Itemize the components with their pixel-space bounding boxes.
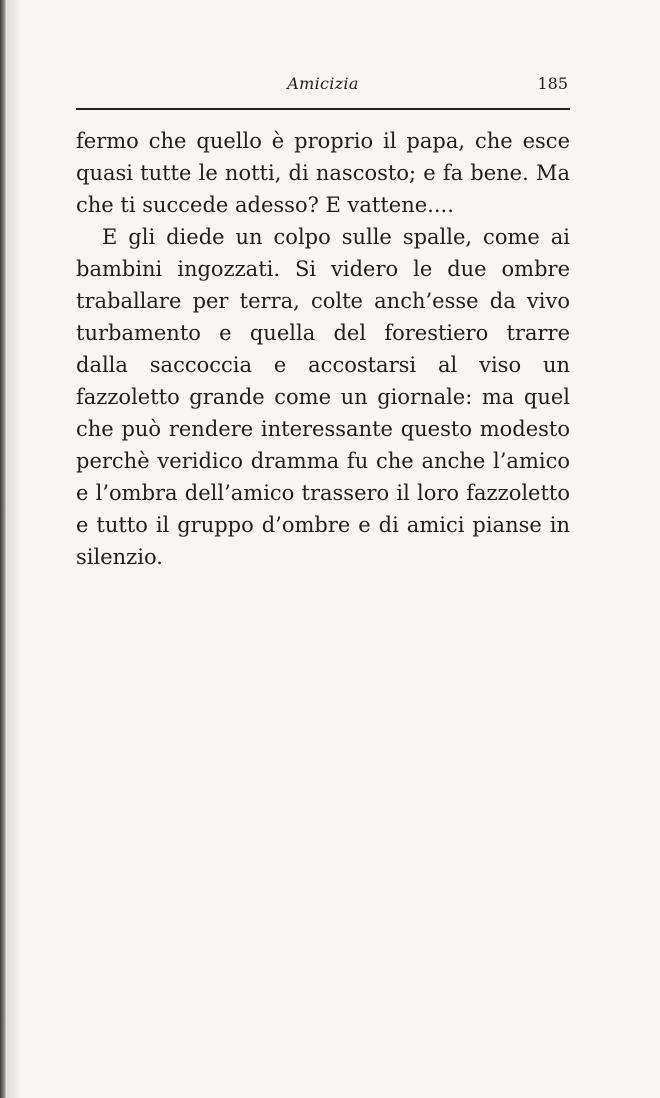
paragraph: E gli diede un colpo sulle spalle, come ai bambini ingozzati. Si videro le due ombre traballare per terra, colte anch’esse da vivo turbamento e quella del forestiero trarre dalla saccoccia e accostarsi al viso un fazzoletto grande come un giornale: ma quel che può rendere interessante questo modesto perchè veridico dramma fu che anche l’amico e l’ombra dell’amico trassero il loro fazzoletto e tutto il gruppo d’ombre e di amici pianse in silenzio. [76, 225, 570, 569]
running-header [76, 72, 570, 102]
page-binding-edge [0, 0, 7, 1098]
page-number: 185 [537, 74, 568, 93]
paragraph-continuation: fermo che quello è proprio il papa, che esce quasi tutte le notti, di nascosto; e fa bene. Ma che ti succede adesso? E vattene.... [76, 129, 570, 217]
page-binding-shadow [7, 0, 21, 1098]
body-text [76, 125, 570, 573]
header-rule [76, 108, 570, 110]
running-title: Amicizia [287, 74, 359, 93]
